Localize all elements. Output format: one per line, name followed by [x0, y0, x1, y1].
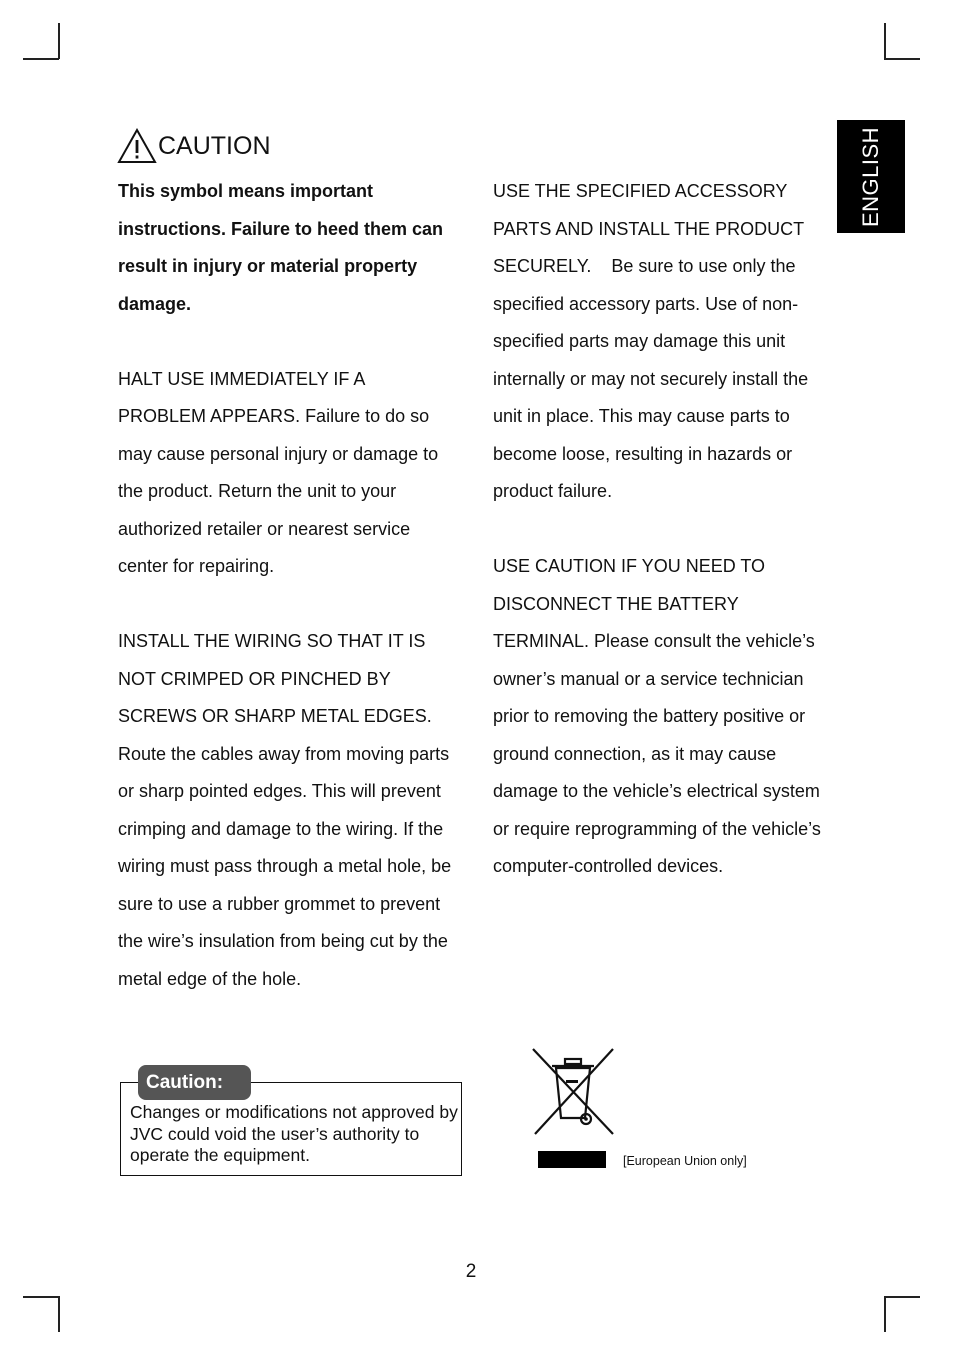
crop-mark	[23, 1296, 59, 1298]
caution-heading	[117, 128, 271, 164]
language-tab-label: ENGLISH	[858, 126, 883, 227]
page-title: CAUTION	[158, 131, 271, 160]
crop-mark	[884, 58, 920, 60]
intro-paragraph: This symbol means important instructions. Failure to heed them can result in injury or material property damage.	[118, 181, 444, 314]
crop-mark	[884, 1296, 920, 1298]
weee-bar	[538, 1151, 606, 1168]
crop-mark	[58, 1296, 60, 1332]
eu-only-note: [European Union only]	[623, 1154, 747, 1168]
wiring-paragraph: INSTALL THE WIRING SO THAT IT IS NOT CRIMPED OR PINCHED BY SCREWS OR SHARP METAL EDGES. Route the cables away from moving parts or sharp pointed edges. This will prevent crimping and damage to the wiring. If the wiring must pass through a metal hole, be sure to use a rubber grommet to prevent the wire’s insulation from being cut by the metal edge of the hole.	[118, 631, 452, 989]
crop-mark	[884, 23, 886, 59]
battery-paragraph: USE CAUTION IF YOU NEED TO DISCONNECT THE BATTERY TERMINAL. Please consult the vehicle’s owner’s manual or a service technician prior to removing the battery positive or ground connection, as it may cause damage to the vehicle’s electrical system or require reprogramming of the vehicle’s computer-controlled devices.	[493, 556, 821, 876]
caution-box-label: Caution:	[138, 1065, 251, 1100]
crop-mark	[23, 58, 59, 60]
language-tab	[837, 120, 905, 233]
caution-box-text: Changes or modifications not approved by JVC could void the user’s authority to operate the equipment.	[130, 1102, 458, 1165]
right-column	[493, 173, 828, 886]
crop-mark	[58, 23, 60, 59]
page-number: 2	[465, 1261, 477, 1282]
accessory-paragraph: USE THE SPECIFIED ACCESSORY PARTS AND INSTALL THE PRODUCT SECURELY. Be sure to use only the specified accessory parts. Use of non-specified parts may damage this unit internally or may not securely install the unit in place. This may cause parts to become loose, resulting in hazards or product failure.	[493, 181, 814, 501]
halt-paragraph: HALT USE IMMEDIATELY IF A PROBLEM APPEARS. Failure to do so may cause personal injury or damage to the product. Return the unit to your authorized retailer or nearest service center for repairing.	[118, 368, 439, 576]
crossed-out-wheelie-bin-icon	[530, 1046, 616, 1138]
left-column	[118, 173, 453, 998]
crop-mark	[884, 1296, 886, 1332]
warning-triangle-icon	[117, 128, 157, 164]
